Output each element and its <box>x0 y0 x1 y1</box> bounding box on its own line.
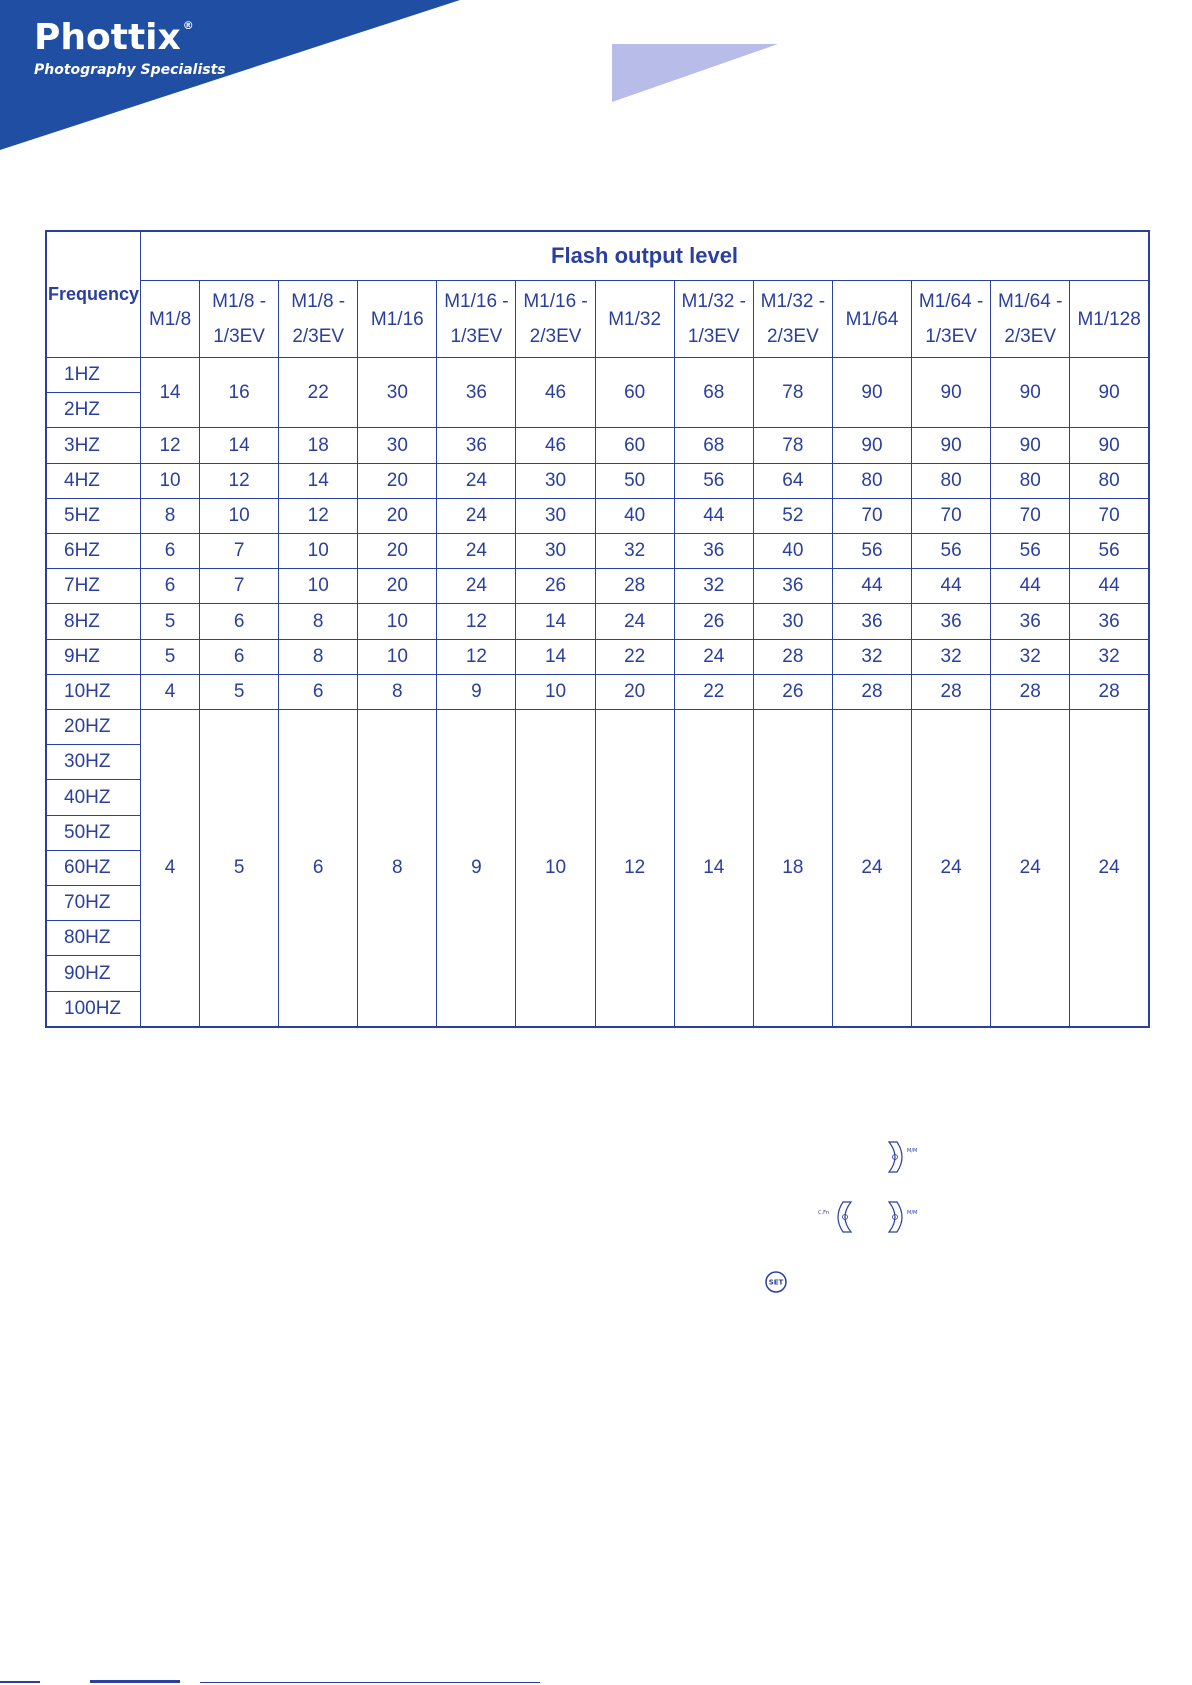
table-row <box>46 534 1149 569</box>
level-header-line2: 2/3EV <box>529 326 582 347</box>
level-header <box>912 281 991 358</box>
table-row <box>46 674 1149 709</box>
frequency-cell: 3HZ <box>46 428 141 463</box>
frequency-cell: 40HZ <box>46 780 141 815</box>
value-cell: 8 <box>358 710 437 1027</box>
value-cell: 12 <box>141 428 200 463</box>
value-cell: 32 <box>595 534 674 569</box>
value-cell: 90 <box>1070 428 1149 463</box>
value-cell: 18 <box>279 428 358 463</box>
value-cell: 90 <box>1070 358 1149 428</box>
level-header <box>437 281 516 358</box>
level-header-line1: M1/16 <box>370 308 424 330</box>
brand-tagline: Photography Specialists <box>34 62 226 78</box>
value-cell: 28 <box>753 639 832 674</box>
value-cell: 36 <box>437 358 516 428</box>
value-cell: 68 <box>674 358 753 428</box>
value-cell: 40 <box>595 498 674 533</box>
frequency-cell: 60HZ <box>46 850 141 885</box>
value-cell: 46 <box>516 428 595 463</box>
value-cell: 4 <box>141 674 200 709</box>
value-cell: 36 <box>991 604 1070 639</box>
value-cell: 36 <box>753 569 832 604</box>
value-cell: 32 <box>832 639 911 674</box>
frequency-cell: 9HZ <box>46 639 141 674</box>
value-cell: 30 <box>753 604 832 639</box>
level-header-line1: M1/128 <box>1077 308 1141 330</box>
frequency-cell: 4HZ <box>46 463 141 498</box>
value-cell: 80 <box>991 463 1070 498</box>
frequency-cell: 10HZ <box>46 674 141 709</box>
level-header <box>358 281 437 358</box>
value-cell: 20 <box>358 498 437 533</box>
value-cell: 90 <box>912 428 991 463</box>
frequency-cell: 50HZ <box>46 815 141 850</box>
value-cell: 6 <box>279 674 358 709</box>
frequency-cell: 90HZ <box>46 956 141 991</box>
flash-output-table <box>45 230 1150 1028</box>
value-cell: 24 <box>832 710 911 1027</box>
flash-output-title: Flash output level <box>141 231 1149 281</box>
value-cell: 14 <box>200 428 279 463</box>
value-cell: 70 <box>832 498 911 533</box>
value-cell: 10 <box>358 604 437 639</box>
level-header-line2: 1/3EV <box>687 326 740 347</box>
value-cell: 68 <box>674 428 753 463</box>
level-header-line2: 1/3EV <box>450 326 503 347</box>
value-cell: 28 <box>912 674 991 709</box>
value-cell: 78 <box>753 428 832 463</box>
value-cell: 56 <box>991 534 1070 569</box>
value-cell: 10 <box>516 674 595 709</box>
value-cell: 14 <box>141 358 200 428</box>
table-row <box>46 604 1149 639</box>
value-cell: 56 <box>912 534 991 569</box>
value-cell: 10 <box>279 569 358 604</box>
frequency-cell: 100HZ <box>46 991 141 1027</box>
value-cell: 8 <box>358 674 437 709</box>
value-cell: 32 <box>1070 639 1149 674</box>
value-cell: 50 <box>595 463 674 498</box>
flash-output-table-container <box>45 230 1150 1028</box>
value-cell: 10 <box>358 639 437 674</box>
level-header-line1: M1/32 - <box>760 291 826 312</box>
frequency-cell: 2HZ <box>46 393 141 428</box>
value-cell: 24 <box>437 534 516 569</box>
value-cell: 80 <box>912 463 991 498</box>
dial-right-icon <box>885 1140 925 1174</box>
level-header-line1: M1/32 - <box>681 291 746 312</box>
value-cell: 10 <box>516 710 595 1027</box>
level-header <box>279 281 358 358</box>
value-cell: 30 <box>358 358 437 428</box>
value-cell: 28 <box>595 569 674 604</box>
value-cell: 24 <box>1070 710 1149 1027</box>
frequency-cell: 1HZ <box>46 358 141 393</box>
table-row <box>46 463 1149 498</box>
frequency-cell: 70HZ <box>46 886 141 921</box>
value-cell: 20 <box>358 463 437 498</box>
table-row <box>46 569 1149 604</box>
value-cell: 90 <box>832 428 911 463</box>
frequency-cell: 20HZ <box>46 710 141 745</box>
svg-text:M/M: M/M <box>907 1148 918 1154</box>
value-cell: 30 <box>358 428 437 463</box>
set-button-icon <box>764 1270 788 1294</box>
value-cell: 28 <box>991 674 1070 709</box>
value-cell: 22 <box>674 674 753 709</box>
level-header <box>1070 281 1149 358</box>
value-cell: 12 <box>437 639 516 674</box>
value-cell: 10 <box>279 534 358 569</box>
value-cell: 80 <box>832 463 911 498</box>
value-cell: 36 <box>1070 604 1149 639</box>
level-header <box>200 281 279 358</box>
value-cell: 7 <box>200 569 279 604</box>
level-header-line1: M1/8 <box>148 308 192 330</box>
value-cell: 5 <box>141 604 200 639</box>
value-cell: 36 <box>912 604 991 639</box>
svg-text:C.Fn: C.Fn <box>818 1210 830 1216</box>
value-cell: 14 <box>279 463 358 498</box>
value-cell: 30 <box>516 463 595 498</box>
value-cell: 6 <box>200 639 279 674</box>
value-cell: 56 <box>674 463 753 498</box>
value-cell: 4 <box>141 710 200 1027</box>
value-cell: 24 <box>437 463 516 498</box>
value-cell: 18 <box>753 710 832 1027</box>
level-header <box>753 281 832 358</box>
value-cell: 8 <box>279 639 358 674</box>
frequency-cell: 7HZ <box>46 569 141 604</box>
value-cell: 30 <box>516 534 595 569</box>
level-header-line1: M1/16 - <box>444 291 509 312</box>
level-header-row <box>46 281 1149 358</box>
value-cell: 22 <box>279 358 358 428</box>
dial-left-icon <box>815 1200 855 1234</box>
svg-text:M/M: M/M <box>907 1210 918 1216</box>
value-cell: 30 <box>516 498 595 533</box>
level-header <box>516 281 595 358</box>
registered-mark: ® <box>182 19 194 32</box>
value-cell: 40 <box>753 534 832 569</box>
level-header <box>832 281 911 358</box>
value-cell: 64 <box>753 463 832 498</box>
value-cell: 7 <box>200 534 279 569</box>
value-cell: 20 <box>358 534 437 569</box>
level-header-line1: M1/64 <box>845 308 899 330</box>
value-cell: 70 <box>1070 498 1149 533</box>
value-cell: 24 <box>674 639 753 674</box>
value-cell: 24 <box>437 498 516 533</box>
value-cell: 5 <box>141 639 200 674</box>
value-cell: 56 <box>832 534 911 569</box>
value-cell: 60 <box>595 358 674 428</box>
frequency-cell: 5HZ <box>46 498 141 533</box>
value-cell: 90 <box>832 358 911 428</box>
table-row <box>46 358 1149 393</box>
table-row <box>46 428 1149 463</box>
level-header <box>991 281 1070 358</box>
value-cell: 26 <box>516 569 595 604</box>
value-cell: 5 <box>200 674 279 709</box>
value-cell: 26 <box>674 604 753 639</box>
value-cell: 44 <box>832 569 911 604</box>
value-cell: 24 <box>991 710 1070 1027</box>
value-cell: 56 <box>1070 534 1149 569</box>
value-cell: 8 <box>279 604 358 639</box>
level-header <box>674 281 753 358</box>
value-cell: 44 <box>912 569 991 604</box>
level-header-line1: M1/32 <box>608 308 662 330</box>
value-cell: 46 <box>516 358 595 428</box>
value-cell: 28 <box>1070 674 1149 709</box>
level-header-line1: M1/8 - <box>291 291 346 312</box>
frequency-cell: 8HZ <box>46 604 141 639</box>
value-cell: 36 <box>437 428 516 463</box>
value-cell: 14 <box>674 710 753 1027</box>
value-cell: 24 <box>437 569 516 604</box>
value-cell: 80 <box>1070 463 1149 498</box>
footer-artifact <box>0 1679 560 1685</box>
brand-logo <box>34 17 226 78</box>
frequency-header: Frequency <box>46 231 141 358</box>
level-header-line2: 2/3EV <box>292 326 345 347</box>
frequency-cell: 30HZ <box>46 745 141 780</box>
value-cell: 16 <box>200 358 279 428</box>
value-cell: 5 <box>200 710 279 1027</box>
level-header-line2: 1/3EV <box>213 326 265 347</box>
value-cell: 14 <box>516 604 595 639</box>
value-cell: 70 <box>991 498 1070 533</box>
level-header-line1: M1/64 - <box>918 291 984 312</box>
decorative-triangle <box>612 44 778 102</box>
value-cell: 9 <box>437 674 516 709</box>
value-cell: 44 <box>674 498 753 533</box>
value-cell: 9 <box>437 710 516 1027</box>
value-cell: 8 <box>141 498 200 533</box>
value-cell: 20 <box>358 569 437 604</box>
value-cell: 6 <box>200 604 279 639</box>
value-cell: 90 <box>991 428 1070 463</box>
value-cell: 20 <box>595 674 674 709</box>
value-cell: 12 <box>595 710 674 1027</box>
level-header-line1: M1/64 - <box>997 291 1063 312</box>
value-cell: 32 <box>912 639 991 674</box>
table-row <box>46 710 1149 745</box>
table-row <box>46 639 1149 674</box>
value-cell: 22 <box>595 639 674 674</box>
level-header <box>141 281 200 358</box>
level-header-line2: 2/3EV <box>766 326 819 347</box>
table-row <box>46 498 1149 533</box>
value-cell: 12 <box>437 604 516 639</box>
value-cell: 44 <box>991 569 1070 604</box>
level-header-line1: M1/16 - <box>523 291 588 312</box>
value-cell: 90 <box>912 358 991 428</box>
frequency-cell: 80HZ <box>46 921 141 956</box>
value-cell: 26 <box>753 674 832 709</box>
value-cell: 36 <box>674 534 753 569</box>
value-cell: 6 <box>279 710 358 1027</box>
value-cell: 52 <box>753 498 832 533</box>
value-cell: 32 <box>991 639 1070 674</box>
value-cell: 44 <box>1070 569 1149 604</box>
value-cell: 10 <box>141 463 200 498</box>
value-cell: 78 <box>753 358 832 428</box>
value-cell: 90 <box>991 358 1070 428</box>
value-cell: 12 <box>200 463 279 498</box>
value-cell: 24 <box>912 710 991 1027</box>
level-header-line1: M1/8 - <box>212 291 267 312</box>
value-cell: 10 <box>200 498 279 533</box>
value-cell: 14 <box>516 639 595 674</box>
value-cell: 70 <box>912 498 991 533</box>
value-cell: 36 <box>832 604 911 639</box>
level-header-line2: 1/3EV <box>925 326 977 347</box>
value-cell: 12 <box>279 498 358 533</box>
table-body <box>46 358 1149 1028</box>
value-cell: 28 <box>832 674 911 709</box>
value-cell: 6 <box>141 534 200 569</box>
brand-name: Phottix <box>34 17 181 58</box>
level-header-line2: 2/3EV <box>1004 326 1057 347</box>
value-cell: 6 <box>141 569 200 604</box>
set-button-label: SET <box>768 1278 784 1287</box>
frequency-cell: 6HZ <box>46 534 141 569</box>
dial-right-icon <box>885 1200 925 1234</box>
value-cell: 60 <box>595 428 674 463</box>
value-cell: 32 <box>674 569 753 604</box>
value-cell: 24 <box>595 604 674 639</box>
level-header <box>595 281 674 358</box>
